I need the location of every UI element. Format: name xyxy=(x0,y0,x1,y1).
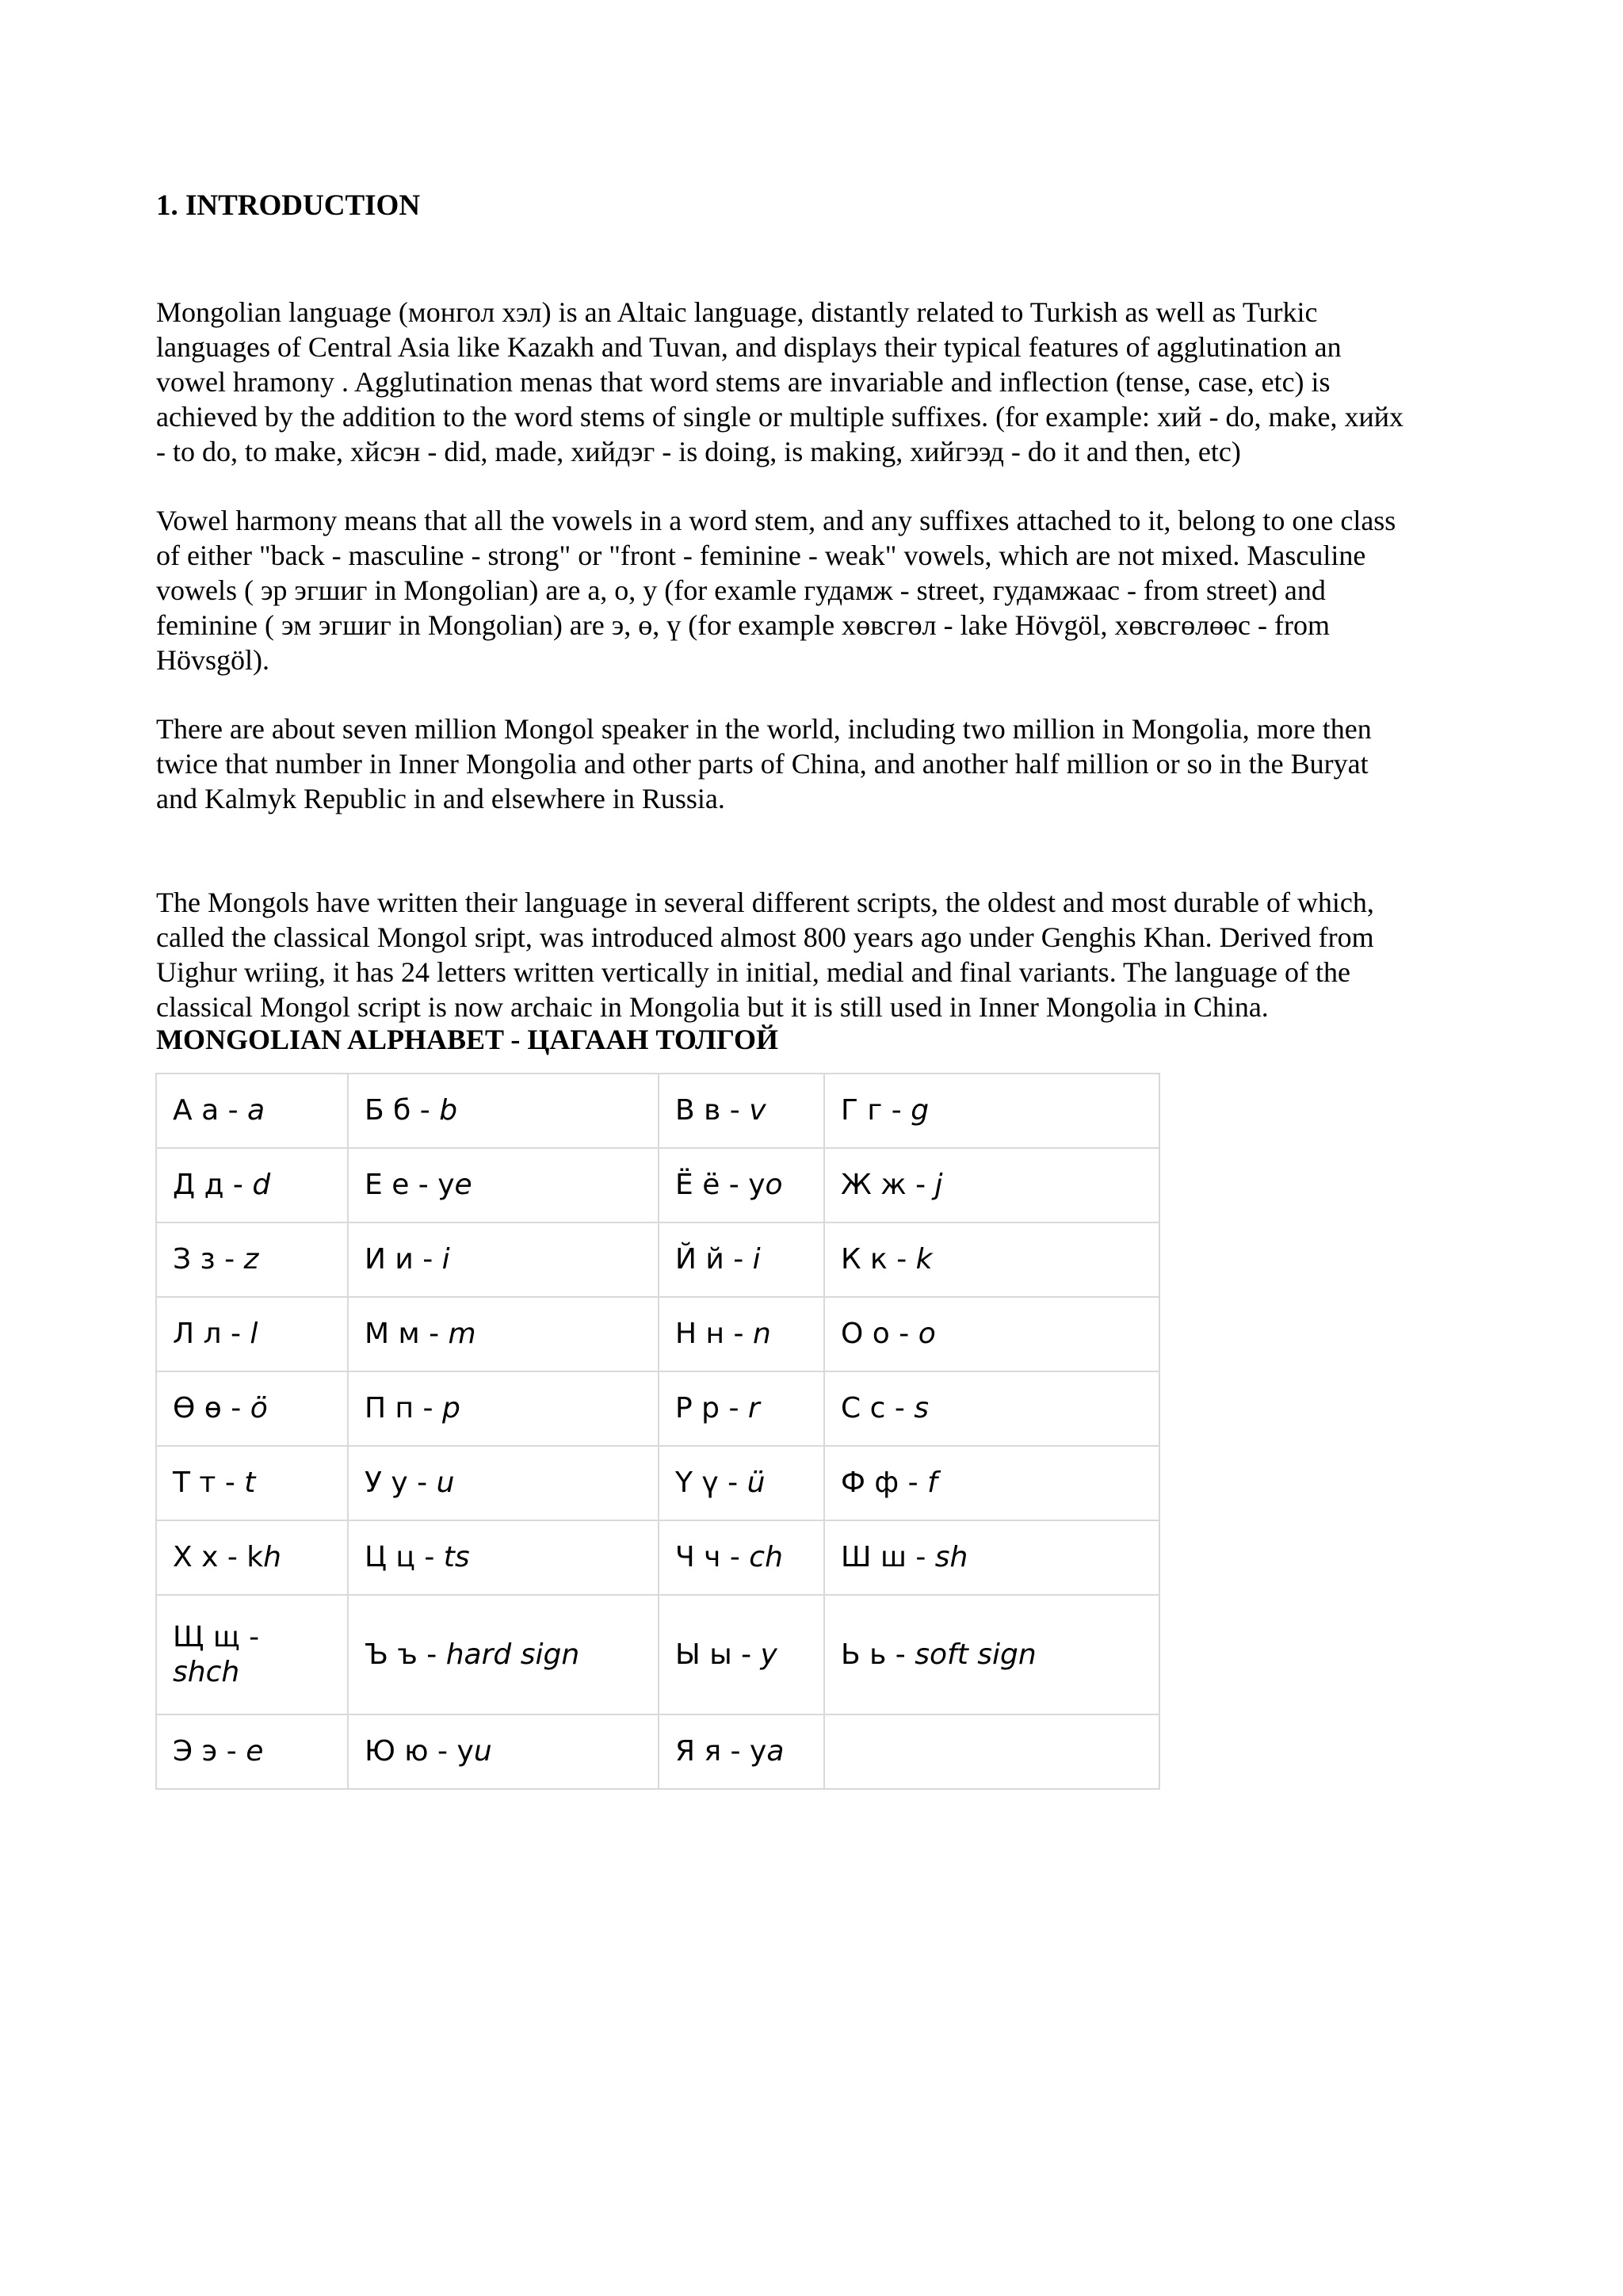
transliteration-italic: j xyxy=(934,1169,943,1201)
alphabet-cell xyxy=(659,1446,824,1520)
text-line: The Mongols have written their language in several different scripts, the oldest and most durable of which, xyxy=(156,887,1374,918)
alphabet-cell xyxy=(824,1297,1159,1371)
cyrillic-letters: У у - xyxy=(365,1466,437,1499)
transliteration-plain: y xyxy=(748,1169,766,1201)
cyrillic-letters: К к - xyxy=(841,1243,916,1276)
transliteration-italic: o xyxy=(765,1169,783,1201)
cyrillic-letters: А а - xyxy=(173,1094,248,1127)
letter-entry xyxy=(841,1317,936,1352)
text-line: Uighur wriing, it has 24 letters written vertically in initial, medial and final variants. The language of the xyxy=(156,956,1350,988)
cyrillic-letters: Ы ы - xyxy=(675,1638,761,1671)
letter-entry xyxy=(841,1466,938,1501)
transliteration-italic: soft sign xyxy=(915,1638,1037,1671)
letter-entry xyxy=(841,1168,943,1203)
alphabet-cell xyxy=(659,1595,824,1714)
alphabet-cell xyxy=(824,1371,1159,1446)
transliteration-italic: e xyxy=(246,1735,264,1768)
alphabet-cell xyxy=(156,1520,348,1595)
alphabet-cell xyxy=(156,1714,348,1789)
cyrillic-letters: Я я - xyxy=(675,1735,750,1768)
alphabet-row xyxy=(156,1148,1159,1222)
alphabet-row xyxy=(156,1074,1159,1148)
alphabet-cell xyxy=(659,1714,824,1789)
transliteration-italic: s xyxy=(914,1392,930,1425)
transliteration-italic: k xyxy=(915,1243,933,1276)
cyrillic-letters: Р р - xyxy=(675,1392,748,1425)
alphabet-cell xyxy=(348,1148,659,1222)
cyrillic-letters: Х х - xyxy=(173,1541,247,1573)
cyrillic-letters: Щ щ - xyxy=(173,1620,260,1653)
letter-entry xyxy=(173,1540,281,1575)
letter-entry xyxy=(365,1466,454,1501)
paragraph-language-overview xyxy=(156,295,1487,469)
alphabet-row xyxy=(156,1446,1159,1520)
alphabet-cell xyxy=(348,1446,659,1520)
transliteration-italic: ö xyxy=(250,1392,268,1425)
transliteration-italic: v xyxy=(749,1094,766,1127)
transliteration-italic: p xyxy=(441,1392,460,1425)
alphabet-cell xyxy=(156,1074,348,1148)
cyrillic-letters: Ж ж - xyxy=(841,1169,935,1201)
transliteration-italic: e xyxy=(454,1169,472,1201)
letter-entry xyxy=(365,1391,460,1426)
transliteration-italic: l xyxy=(250,1318,258,1350)
cyrillic-letters: Ү ү - xyxy=(675,1466,747,1499)
section-heading: 1. INTRODUCTION xyxy=(156,189,421,222)
alphabet-cell xyxy=(348,1520,659,1595)
alphabet-cell xyxy=(348,1714,659,1789)
letter-entry xyxy=(675,1540,783,1575)
alphabet-cell xyxy=(824,1446,1159,1520)
cyrillic-letters: Ф ф - xyxy=(841,1466,928,1499)
cyrillic-letters: Ь ь - xyxy=(841,1638,915,1671)
alphabet-cell xyxy=(659,1148,824,1222)
transliteration-plain: y xyxy=(750,1735,767,1768)
cyrillic-letters: С с - xyxy=(841,1392,915,1425)
letter-entry xyxy=(365,1317,476,1352)
letter-entry xyxy=(365,1093,457,1128)
alphabet-cell xyxy=(348,1074,659,1148)
alphabet-cell xyxy=(156,1148,348,1222)
paragraph-scripts xyxy=(156,885,1487,1024)
alphabet-row xyxy=(156,1222,1159,1297)
text-line: Hövsgöl). xyxy=(156,644,269,676)
cyrillic-letters: Ё ё - xyxy=(675,1169,749,1201)
paragraph-vowel-harmony xyxy=(156,503,1487,677)
alphabet-cell xyxy=(156,1446,348,1520)
alphabet-cell xyxy=(659,1520,824,1595)
transliteration-italic: sh xyxy=(934,1541,968,1573)
paragraph-speakers xyxy=(156,711,1487,816)
text-line: vowel hramony . Agglutination menas that word stems are invariable and inflection (tense, case, etc) is xyxy=(156,366,1331,398)
alphabet-row xyxy=(156,1595,1159,1714)
alphabet-cell xyxy=(824,1520,1159,1595)
letter-entry xyxy=(841,1638,1037,1672)
cyrillic-letters: Й й - xyxy=(675,1243,753,1276)
alphabet-heading: MONGOLIAN ALPHABET - ЦАГААН ТОЛГОЙ xyxy=(156,1024,778,1055)
letter-entry xyxy=(841,1391,929,1426)
alphabet-cell xyxy=(824,1222,1159,1297)
text-line: vowels ( эр эгшиг in Mongolian) are а, о, у (for examle гудамж - street, гудамжаас - from street) and xyxy=(156,574,1326,606)
letter-entry xyxy=(173,1168,270,1203)
transliteration-italic: shch xyxy=(173,1655,240,1688)
alphabet-row xyxy=(156,1297,1159,1371)
cyrillic-letters: З з - xyxy=(173,1243,244,1276)
text-line: Mongolian language (монгол хэл) is an Altaic language, distantly related to Turkish as well as Turkic xyxy=(156,296,1318,328)
letter-entry xyxy=(173,1317,258,1352)
letter-entry xyxy=(365,1168,472,1203)
transliteration-italic: n xyxy=(752,1318,771,1350)
cyrillic-letters: Ц ц - xyxy=(365,1541,444,1573)
alphabet-cell xyxy=(824,1714,1159,1789)
alphabet-table xyxy=(155,1073,1160,1790)
alphabet-cell xyxy=(348,1222,659,1297)
letter-entry xyxy=(675,1093,766,1128)
text-line: and Kalmyk Republic in and elsewhere in Russia. xyxy=(156,783,725,814)
letter-entry xyxy=(675,1317,771,1352)
alphabet-cell xyxy=(824,1148,1159,1222)
letter-entry xyxy=(675,1734,784,1769)
alphabet-cell xyxy=(659,1297,824,1371)
letter-entry xyxy=(365,1242,450,1277)
cyrillic-letters: Л л - xyxy=(173,1318,250,1350)
letter-entry xyxy=(365,1734,492,1769)
alphabet-cell xyxy=(348,1297,659,1371)
letter-entry xyxy=(675,1466,765,1501)
text-line: languages of Central Asia like Kazakh and Tuvan, and displays their typical features of agglutination an xyxy=(156,331,1342,363)
text-line: There are about seven million Mongol speaker in the world, including two million in Mongolia, more then xyxy=(156,713,1372,745)
text-line: classical Mongol script is now archaic in Mongolia but it is still used in Inner Mongolia in China. xyxy=(156,991,1269,1023)
alphabet-cell xyxy=(156,1297,348,1371)
letter-entry xyxy=(841,1242,932,1277)
text-line: twice that number in Inner Mongolia and other parts of China, and another half million or so in the Buryat xyxy=(156,748,1369,780)
letter-entry xyxy=(173,1466,255,1501)
letter-entry xyxy=(173,1734,263,1769)
cyrillic-letters: И и - xyxy=(365,1243,442,1276)
cyrillic-letters: Е е - xyxy=(365,1169,438,1201)
alphabet-cell xyxy=(659,1074,824,1148)
alphabet-cell xyxy=(824,1595,1159,1714)
cyrillic-letters: Д д - xyxy=(173,1169,253,1201)
alphabet-cell xyxy=(348,1371,659,1446)
transliteration-italic: i xyxy=(752,1243,761,1276)
cyrillic-letters: П п - xyxy=(365,1392,442,1425)
cyrillic-letters: В в - xyxy=(675,1094,750,1127)
letter-entry xyxy=(365,1638,579,1672)
cyrillic-letters: Н н - xyxy=(675,1318,753,1350)
transliteration-italic: i xyxy=(441,1243,450,1276)
alphabet-cell xyxy=(659,1371,824,1446)
alphabet-cell xyxy=(348,1595,659,1714)
letter-entry xyxy=(173,1093,265,1128)
transliteration-plain: y xyxy=(437,1169,455,1201)
text-line: feminine ( эм эгшиг in Mongolian) are э, ө, ү (for example хөвсгөл - lake Hövgöl, хөвсгөлөөс - from xyxy=(156,609,1330,641)
text-line: called the classical Mongol sript, was introduced almost 800 years ago under Genghis Khan. Derived from xyxy=(156,921,1374,953)
alphabet-row xyxy=(156,1520,1159,1595)
transliteration-italic: ch xyxy=(749,1541,783,1573)
letter-entry xyxy=(841,1540,968,1575)
cyrillic-letters: Б б - xyxy=(365,1094,440,1127)
text-line: - to do, to make, хйсэн - did, made, хийдэг - is doing, is making, хийгээд - do it and then, etc) xyxy=(156,436,1241,467)
transliteration-italic: t xyxy=(244,1466,256,1499)
text-line: achieved by the addition to the word stems of single or multiple suffixes. (for example: хий - do, make, хийх xyxy=(156,401,1404,433)
cyrillic-letters: Ъ ъ - xyxy=(365,1638,446,1671)
transliteration-italic: m xyxy=(448,1318,476,1350)
transliteration-italic: u xyxy=(473,1735,492,1768)
cyrillic-letters: М м - xyxy=(365,1318,449,1350)
alphabet-cell xyxy=(824,1074,1159,1148)
alphabet-cell xyxy=(659,1222,824,1297)
alphabet-cell xyxy=(156,1595,348,1714)
transliteration-italic: a xyxy=(766,1735,785,1768)
letter-entry xyxy=(675,1391,760,1426)
transliteration-italic: ts xyxy=(443,1541,470,1573)
transliteration-italic: r xyxy=(747,1392,760,1425)
cyrillic-letters: Ө ө - xyxy=(173,1392,250,1425)
transliteration-italic: o xyxy=(918,1318,936,1350)
transliteration-italic: a xyxy=(247,1094,265,1127)
transliteration-italic: z xyxy=(243,1243,259,1276)
alphabet-row xyxy=(156,1714,1159,1789)
text-line: of either "back - masculine - strong" or "front - feminine - weak" vowels, which are not mixed. Masculine xyxy=(156,540,1366,571)
letter-entry xyxy=(675,1168,783,1203)
cyrillic-letters: Т т - xyxy=(173,1466,245,1499)
transliteration-italic: u xyxy=(436,1466,455,1499)
letter-entry xyxy=(675,1242,761,1277)
alphabet-cell xyxy=(156,1371,348,1446)
alphabet-table-body xyxy=(156,1074,1159,1789)
transliteration-italic: y xyxy=(760,1638,777,1671)
transliteration-plain: y xyxy=(456,1735,474,1768)
cyrillic-letters: О о - xyxy=(841,1318,918,1350)
text-line: Vowel harmony means that all the vowels in a word stem, and any suffixes attached to it, belong to one class xyxy=(156,505,1396,536)
cyrillic-letters: Ю ю - xyxy=(365,1735,457,1768)
transliteration-plain: k xyxy=(246,1541,264,1573)
alphabet-cell xyxy=(156,1222,348,1297)
transliteration-italic: g xyxy=(911,1094,930,1127)
letter-entry xyxy=(365,1540,470,1575)
cyrillic-letters: Г г - xyxy=(841,1094,911,1127)
letter-entry xyxy=(173,1242,258,1277)
transliteration-italic: f xyxy=(927,1466,938,1499)
cyrillic-letters: Ч ч - xyxy=(675,1541,750,1573)
letter-entry xyxy=(173,1620,292,1690)
transliteration-italic: hard sign xyxy=(445,1638,580,1671)
letter-entry xyxy=(173,1391,268,1426)
transliteration-italic: h xyxy=(263,1541,281,1573)
alphabet-row xyxy=(156,1371,1159,1446)
cyrillic-letters: Э э - xyxy=(173,1735,246,1768)
transliteration-italic: ü xyxy=(747,1466,766,1499)
letter-entry xyxy=(841,1093,929,1128)
cyrillic-letters: Ш ш - xyxy=(841,1541,935,1573)
transliteration-italic: d xyxy=(252,1169,271,1201)
letter-entry xyxy=(675,1638,777,1672)
transliteration-italic: b xyxy=(439,1094,458,1127)
